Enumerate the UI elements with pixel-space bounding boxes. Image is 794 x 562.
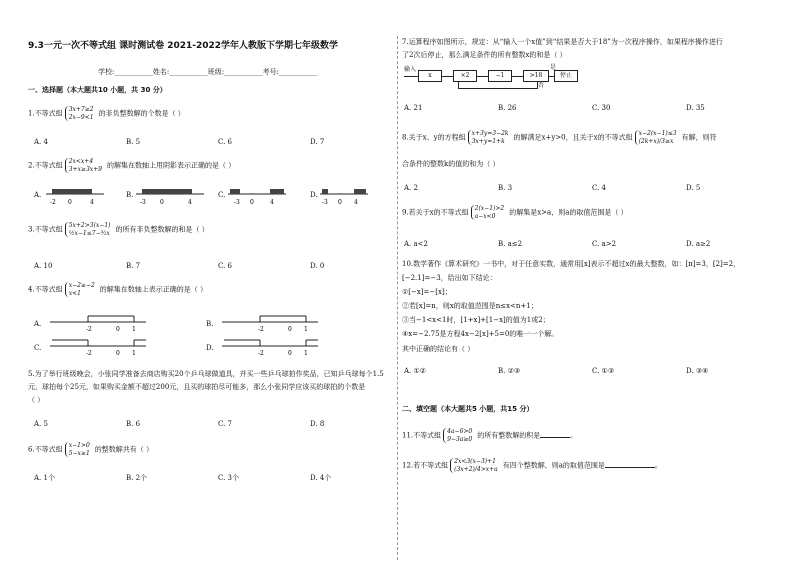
question-1: 1.不等式组 3x+7≥2 2x−9<1 的非负整数解的个数是（ ） xyxy=(28,106,185,121)
question-6: 6.不等式组 x−1>0 5−x≥1 的整数解共有（ ） xyxy=(28,442,153,457)
question-3: 3.不等式组 5x+2>3(x−1) ½x−1≤7−³⁄₂x 的所有非负整数解的和是（ ） xyxy=(28,222,209,237)
page-title: 9.3一元一次不等式组 课时测试卷 2021-2022学年人教版下学期七年级数学 xyxy=(28,41,339,51)
svg-text:0: 0 xyxy=(116,326,120,333)
flow-arrow xyxy=(441,76,453,77)
svg-text:1: 1 xyxy=(132,326,136,333)
option-a[interactable]: A. xyxy=(34,191,42,199)
option-b[interactable]: B. xyxy=(126,191,134,199)
statement-1: ①[−x]=−[x]； xyxy=(402,288,452,296)
flow-arrow xyxy=(511,76,523,77)
svg-text:0: 0 xyxy=(338,199,342,206)
option-c[interactable]: C. a>2 xyxy=(592,240,617,248)
svg-text:0: 0 xyxy=(288,350,292,357)
option-a[interactable]: A. 1个 xyxy=(34,474,55,482)
svg-text:0: 0 xyxy=(116,350,120,357)
number-line-b xyxy=(134,184,206,206)
option-d[interactable]: D. xyxy=(310,191,318,199)
option-a[interactable]: A. 10 xyxy=(34,262,53,270)
option-a[interactable]: A. 4 xyxy=(34,138,48,146)
column-divider xyxy=(397,36,398,560)
inequality-system: 2x<3(x−3)+1 (3x+2)/4>x+a xyxy=(450,458,501,473)
option-b[interactable]: B. 6 xyxy=(126,420,141,428)
svg-text:0: 0 xyxy=(160,199,164,206)
number-line-c xyxy=(226,184,288,206)
question-8-line-2: 合条件的整数k的值的和为（ ） xyxy=(402,160,500,168)
svg-text:-3: -3 xyxy=(234,199,240,206)
svg-text:1: 1 xyxy=(132,350,136,357)
option-c[interactable]: C. xyxy=(34,344,42,352)
svg-text:-2: -2 xyxy=(50,199,56,206)
option-a[interactable]: A. ①② xyxy=(404,367,427,375)
option-d[interactable]: D. 5 xyxy=(686,184,701,192)
inequality-system: 5x+2>3(x−1) ½x−1≤7−³⁄₂x xyxy=(65,222,114,237)
number-line-d xyxy=(318,184,370,206)
section-fill-heading: 二、填空题（本大题共5 小题，共15 分） xyxy=(402,405,534,413)
flow-yes-label: 是 xyxy=(550,64,557,71)
svg-text:-2: -2 xyxy=(86,350,92,357)
question-10-line-1: 10.数学著作《算术研究》一书中，对于任意实数，通常用[x]表示不超过x的最大整数，如：[π]=3，[2]=2， xyxy=(402,260,741,268)
flow-arrow xyxy=(404,76,418,77)
svg-text:4: 4 xyxy=(270,199,274,206)
flow-box-minus-1: −1 xyxy=(488,70,512,82)
option-a[interactable]: A. 21 xyxy=(404,104,423,112)
option-b[interactable]: B. 7 xyxy=(126,262,141,270)
question-10-line-2: [−2.1]=−3，给出如下结论： xyxy=(402,274,497,282)
option-d[interactable]: D. 0 xyxy=(310,262,325,270)
svg-text:0: 0 xyxy=(250,199,254,206)
option-c[interactable]: C. 7 xyxy=(218,420,233,428)
svg-text:-3: -3 xyxy=(322,199,328,206)
answer-blank[interactable] xyxy=(605,460,655,468)
option-b[interactable]: B. 5 xyxy=(126,138,141,146)
option-b[interactable]: B. 2个 xyxy=(126,474,148,482)
student-info-line: 学校:___________姓名:___________班级:___________考号:___________ xyxy=(98,68,318,76)
svg-text:0: 0 xyxy=(68,199,72,206)
option-b[interactable]: B. 26 xyxy=(498,104,517,112)
inequality-system: 3x+7≥2 2x−9<1 xyxy=(65,106,97,121)
option-d[interactable]: D. 35 xyxy=(686,104,705,112)
inequality-system: x−1>0 5−x≥1 xyxy=(65,442,93,457)
statement-4: ④x=−2.75是方程4x−2[x]+5=0的唯一一个解。 xyxy=(402,330,559,338)
question-12: 12.若不等式组 2x<3(x−3)+1 (3x+2)/4>x+a 有四个整数解，则a的取值范围是 。 xyxy=(402,458,662,473)
statement-3: ③当−1<x<1时，[1+x]+[1−x]的值为1或2； xyxy=(402,316,550,324)
option-d[interactable]: D. 4个 xyxy=(310,474,332,482)
option-c[interactable]: C. 6 xyxy=(218,262,233,270)
option-a[interactable]: A. 5 xyxy=(34,420,48,428)
option-b[interactable]: B. xyxy=(206,320,214,328)
option-b[interactable]: B. a≤2 xyxy=(498,240,523,248)
option-d[interactable]: D. ③④ xyxy=(686,367,709,375)
option-c[interactable]: C. xyxy=(218,191,226,199)
number-line-c xyxy=(48,336,148,358)
number-line-b xyxy=(220,312,320,334)
number-line-d xyxy=(220,336,320,358)
question-5-line-2: 元，球拍每个25元，如果购买金额不超过200元，且买的球拍尽可能多，那么小张同学应该买的球拍的个数是 xyxy=(28,383,366,391)
question-5-line-1: 5.为了举行班级晚会，小张同学准备去商店购买20个乒乓球做道具，并买一些乒乓球拍作奖品，已知乒乓球每个1.5 xyxy=(28,370,384,378)
equation-system: x+3y=3−2k 3x+y=1+k xyxy=(468,130,512,145)
inequality-system: 4a−6>0 9−3a≥0 xyxy=(443,428,475,443)
flow-box-x: x xyxy=(418,70,442,82)
svg-text:-2: -2 xyxy=(86,326,92,333)
option-b[interactable]: B. 3 xyxy=(498,184,513,192)
option-a[interactable]: A. 2 xyxy=(404,184,418,192)
inequality-system: x−2≥−2 x<1 xyxy=(65,282,98,297)
left-column xyxy=(28,0,394,562)
question-2: 2.不等式组 2x<x+4 3+x≥3x+9 的解集在数轴上用阴影表示正确的是（ ） xyxy=(28,158,236,173)
number-line-a xyxy=(44,184,106,206)
svg-text:1: 1 xyxy=(304,326,308,333)
option-d[interactable]: D. xyxy=(206,344,214,352)
flow-box-check: >18 xyxy=(523,70,549,82)
question-5-line-3: （ ） xyxy=(28,396,45,404)
option-a[interactable]: A. a<2 xyxy=(404,240,428,248)
svg-text:-2: -2 xyxy=(258,326,264,333)
section-choice-heading: 一、选择题（本大题共10 小题，共 30 分） xyxy=(28,86,167,94)
option-c[interactable]: C. 3个 xyxy=(218,474,240,482)
svg-text:4: 4 xyxy=(90,199,94,206)
svg-text:-3: -3 xyxy=(140,199,146,206)
option-c[interactable]: C. 4 xyxy=(592,184,607,192)
inequality-system: 2(x−1)>2 a−x<0 xyxy=(471,205,508,220)
question-9: 9.若关于x的不等式组 2(x−1)>2 a−x<0 的解集是x>a，则a的取值范围是（ ） xyxy=(402,205,628,220)
option-c[interactable]: C. ①③ xyxy=(592,367,615,375)
option-c[interactable]: C. 6 xyxy=(218,138,233,146)
svg-text:4: 4 xyxy=(354,199,358,206)
option-d[interactable]: D. a≥2 xyxy=(686,240,711,248)
question-11: 11.不等式组 4a−6>0 9−3a≥0 的所有整数解的积是 。 xyxy=(402,428,578,443)
option-c[interactable]: C. 30 xyxy=(592,104,611,112)
answer-blank[interactable] xyxy=(540,430,570,438)
svg-text:-2: -2 xyxy=(258,350,264,357)
option-b[interactable]: B. ②③ xyxy=(498,367,521,375)
question-4: 4.不等式组 x−2≥−2 x<1 的解集在数轴上表示正确的是（ ） xyxy=(28,282,208,297)
svg-text:4: 4 xyxy=(188,199,192,206)
right-column xyxy=(402,0,774,562)
svg-text:0: 0 xyxy=(288,326,292,333)
flow-no-label: 否 xyxy=(538,82,545,89)
question-7-line-1: 7.运算程序如图所示，规定：从“输入一个x值”到“结果是否大于18”为一次程序操作，如果程序操作进行 xyxy=(402,38,723,46)
inequality-system: 2x<x+4 3+x≥3x+9 xyxy=(65,158,105,173)
question-10-prompt: 其中正确的结论有（ ） xyxy=(402,345,475,353)
flow-input-label: 输入 xyxy=(404,66,417,73)
statement-2: ②若[x]=n，则x的取值范围是n≤x<n+1； xyxy=(402,302,538,310)
inequality-system: x−2(x−1)≤3 (2k+x)/3≥x xyxy=(635,130,680,145)
number-line-a xyxy=(48,312,148,334)
option-d[interactable]: D. 8 xyxy=(310,420,325,428)
flow-loop-back xyxy=(458,82,538,89)
question-7-line-2: 了2次后停止，那么满足条件的所有整数x的和是（ ） xyxy=(402,51,567,59)
flow-arrow xyxy=(476,76,488,77)
flow-box-times-2: ×2 xyxy=(453,70,477,82)
svg-text:1: 1 xyxy=(304,350,308,357)
flow-box-stop: 停止 xyxy=(554,70,578,82)
question-8: 8.关于x、y的方程组 x+3y=3−2k 3x+y=1+k 的解满足x+y>0，且关于x的不等式组 x−2(x−1)≤3 (2k+x)/3≥x 有解，则符 xyxy=(402,130,717,145)
option-d[interactable]: D. 7 xyxy=(310,138,325,146)
option-a[interactable]: A. xyxy=(34,320,42,328)
